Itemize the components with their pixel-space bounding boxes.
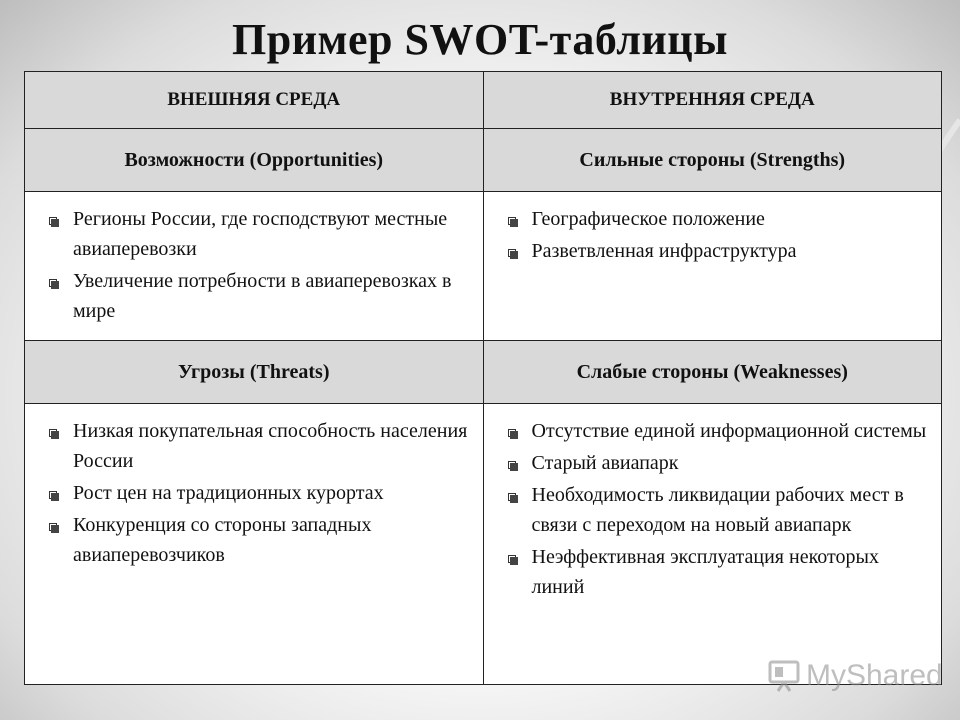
list-item: Рост цен на традиционных курортах <box>35 478 477 508</box>
opportunities-label: Возможности (Opportunities) <box>25 129 484 192</box>
watermark <box>768 656 943 696</box>
quadrant-label-row-top <box>25 129 942 192</box>
watermark-text: MyShared <box>806 659 943 692</box>
header-internal-environment: ВНУТРЕННЯЯ СРЕДА <box>483 72 942 129</box>
threats-cell <box>25 404 484 685</box>
threats-label: Угрозы (Threats) <box>25 341 484 404</box>
opportunities-cell <box>25 192 484 341</box>
table-header-row <box>25 72 942 129</box>
square-bullet-icon <box>508 555 516 563</box>
list-item: Необходимость ликвидации рабочих мест в связи с переходом на новый авиапарк <box>494 480 936 540</box>
weaknesses-label: Слабые стороны (Weaknesses) <box>483 341 942 404</box>
presentation-board-icon <box>768 659 802 693</box>
strengths-list <box>484 192 942 266</box>
list-item: Отсутствие единой информационной системы <box>494 416 936 446</box>
square-bullet-icon <box>49 217 57 225</box>
square-bullet-icon <box>508 249 516 257</box>
list-item: Неэффективная эксплуатация некоторых линий <box>494 542 936 602</box>
square-bullet-icon <box>49 279 57 287</box>
strengths-label: Сильные стороны (Strengths) <box>483 129 942 192</box>
list-item: Географическое положение <box>494 204 936 234</box>
square-bullet-icon <box>508 217 516 225</box>
list-item: Низкая покупательная способность населения России <box>35 416 477 476</box>
list-item: Увеличение потребности в авиаперевозках в мире <box>35 266 477 326</box>
list-item: Регионы России, где господствуют местные авиаперевозки <box>35 204 477 264</box>
swot-table <box>24 71 942 685</box>
square-bullet-icon <box>49 523 57 531</box>
square-bullet-icon <box>49 429 57 437</box>
square-bullet-icon <box>508 429 516 437</box>
weaknesses-list <box>484 404 942 602</box>
quadrant-content-row-top <box>25 192 942 341</box>
list-item: Старый авиапарк <box>494 448 936 478</box>
quadrant-content-row-bottom <box>25 404 942 685</box>
strengths-cell <box>483 192 942 341</box>
weaknesses-cell <box>483 404 942 685</box>
threats-list <box>25 404 483 570</box>
square-bullet-icon <box>508 461 516 469</box>
slide-title: Пример SWOT-таблицы <box>232 15 728 64</box>
square-bullet-icon <box>508 493 516 501</box>
list-item: Конкуренция со стороны западных авиаперевозчиков <box>35 510 477 570</box>
list-item: Разветвленная инфраструктура <box>494 236 936 266</box>
square-bullet-icon <box>49 491 57 499</box>
opportunities-list <box>25 192 483 326</box>
header-external-environment: ВНЕШНЯЯ СРЕДА <box>25 72 484 129</box>
quadrant-label-row-bottom <box>25 341 942 404</box>
